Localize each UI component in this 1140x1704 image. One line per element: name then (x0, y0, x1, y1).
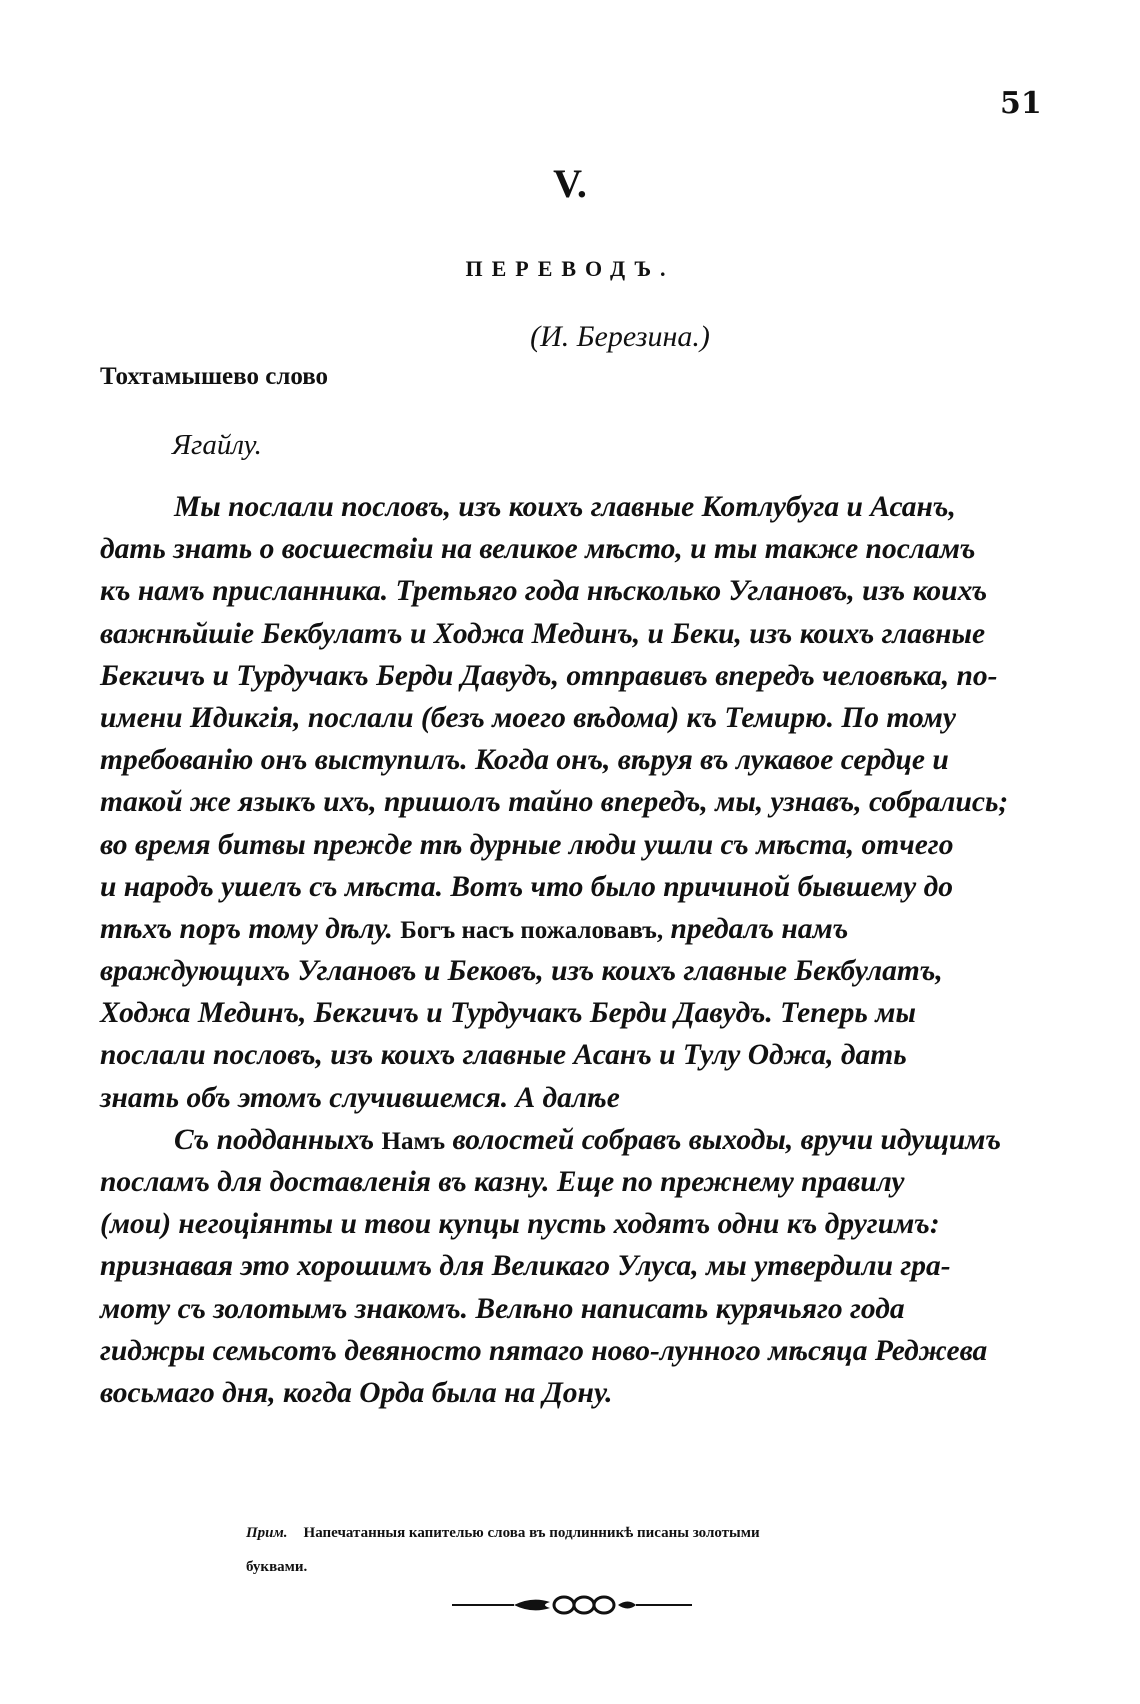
addressee: Ягайлу. (172, 429, 262, 461)
body-line: посламъ для доставленія въ казну. Еще по прежнему правилу (100, 1166, 905, 1198)
body-line: признавая это хорошимъ для Великаго Улуса, мы утвердили гра- (100, 1250, 951, 1283)
body-line: (мои) негоціянты и твои купцы пусть ходятъ одни къ другимъ: (100, 1208, 940, 1241)
body-line: дать знать о восшествіи на великое мѣсто, и ты также посламъ (100, 533, 976, 566)
body-line: и народъ ушелъ съ мѣста. Вотъ что было причиной бывшему до (100, 870, 953, 903)
translator-credit: (И. Березина.) (530, 320, 710, 353)
page-number: 51 (1000, 86, 1042, 121)
body-text-segment: волостей собравъ выходы, вручи идущимъ (452, 1123, 1001, 1156)
body-line: къ намъ присланника. Третьяго года нѣсколько Углановъ, изъ коихъ (100, 575, 988, 608)
body-line: Ходжа Мединъ, Бекгичъ и Турдучакъ Берди Давудъ. Теперь мы (100, 997, 916, 1030)
body-line: Бекгичъ и Турдучакъ Берди Давудъ, отправивъ впередъ человѣка, по- (100, 659, 998, 692)
capitals-segment: Намъ (381, 1127, 446, 1155)
body-line: такой же языкъ ихъ, пришолъ тайно впередъ, мы, узнавъ, собрались; (100, 786, 1009, 819)
section-numeral: V. (553, 161, 587, 206)
body-line: враждующихъ Углановъ и Бековъ, изъ коихъ главные Бекбулатъ, (100, 955, 943, 988)
body-text-segment: тѣхъ поръ тому дѣлу. (100, 912, 393, 945)
footnote-line (246, 1516, 1046, 1550)
body-line: важнѣйшіе Бекбулатъ и Ходжа Мединъ, и Беки, изъ коихъ главные (100, 617, 986, 650)
body-line: послали пословъ, изъ коихъ главные Асанъ и Тулу Оджа, дать (100, 1039, 907, 1072)
body-text-segment: Съ подданныхъ (174, 1123, 375, 1156)
body-text (100, 486, 1042, 1414)
tailpiece-ornament-icon (452, 1590, 692, 1620)
body-line: во время битвы прежде тѣ дурные люди ушли съ мѣста, отчего (100, 828, 954, 861)
footnote-line: буквами. (246, 1559, 308, 1575)
footnote-label: Прим. (246, 1525, 288, 1541)
body-line: гиджры семьсотъ девяносто пятаго ново-лунного мѣсяца Реджева (100, 1334, 988, 1367)
capitals-segment: Богъ насъ пожаловавъ, (400, 916, 664, 944)
address-line: Тохтамышево слово (100, 363, 329, 390)
footnote-text: Напечатанныя капителью слова въ подлинникѣ писаны золотыми (303, 1525, 760, 1541)
footnote (246, 1516, 1046, 1584)
body-text-segment: предалъ намъ (670, 912, 849, 945)
body-line (100, 1119, 1042, 1161)
section-heading: ПЕРЕВОДЪ. (465, 256, 675, 281)
body-line: требованію онъ выступилъ. Когда онъ, вѣруя въ лукавое сердце и (100, 744, 949, 777)
body-line: моту съ золотымъ знакомъ. Велѣно написать курячьяго года (100, 1292, 905, 1325)
body-line: знать объ этомъ случившемся. А далѣе (100, 1081, 620, 1114)
body-line (100, 908, 1042, 950)
body-line: восьмаго дня, когда Орда была на Дону. (100, 1376, 613, 1409)
body-line: Мы послали пословъ, изъ коихъ главные Котлубуга и Асанъ, (174, 491, 956, 523)
body-line: имени Идикгія, послали (безъ моего вѣдома) къ Темирю. По тому (100, 701, 956, 734)
